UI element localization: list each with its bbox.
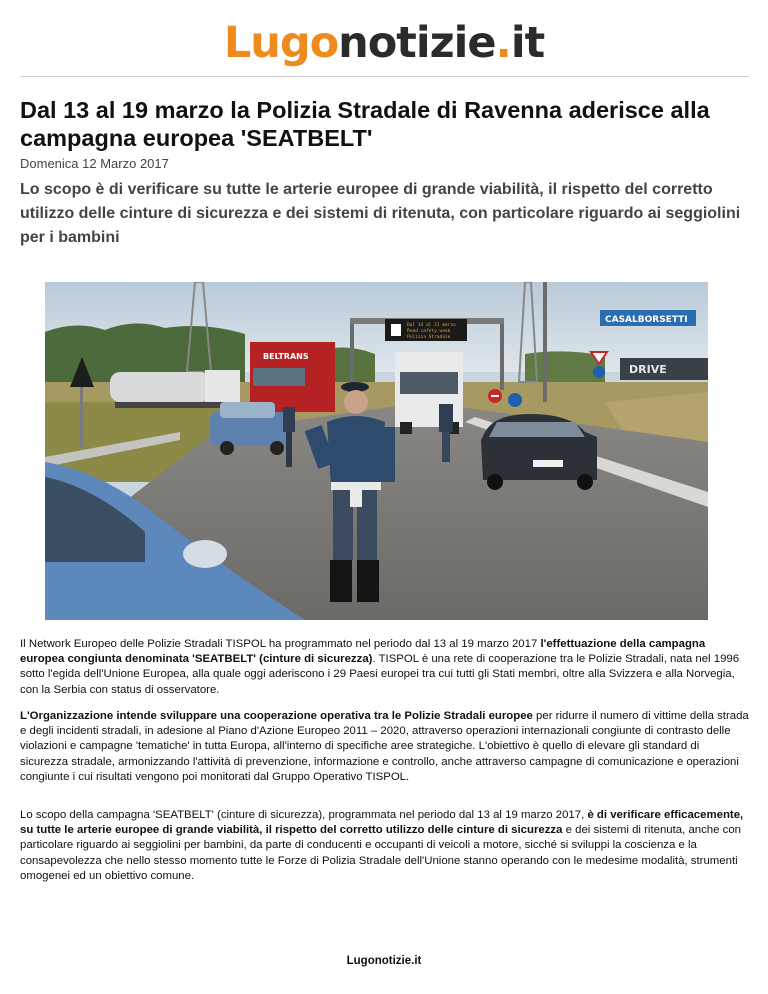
article-photo [45,282,708,620]
paragraph-2 [20,709,750,785]
p3-text-a: Lo scopo della campagna 'SEATBELT' (cinture di sicurezza), programmata nel periodo dal 13 al 19 marzo 2017, [20,809,588,821]
paragraph-1 [20,637,750,698]
p1-text-a: Il Network Europeo delle Polizie Stradali TISPOL ha programmato nel periodo dal 13 al 19 marzo 2017 [20,638,541,650]
article-subtitle: Lo scopo è di verificare su tutte le arterie europee di grande viabilità, il rispetto del corretto utilizzo delle cinture di sicurezza e dei sistemi di ritenuta, con particolare riguardo ai seggiolini per i bambini [20,181,741,246]
vms-line2: Road safety week [407,329,451,334]
truck-text: BELTRANS [263,352,309,361]
shop-sign-text: DRIVE [629,363,667,376]
article-title: Dal 13 al 19 marzo la Polizia Stradale di Ravenna aderisce alla campagna europea 'SEATBELT' [20,97,710,151]
p1-text-c: . TISPOL è una rete di cooperazione tra le Polizie Stradali, nata nel 1996 sotto l'egida dell'Unione Europea, alla quale oggi aderiscono i 29 Paesi europei tra cui tutti gli Stati membri, oltre alla Svizzera e alla Norvegia, con la Serbia con status di osservatore. [20,653,740,696]
logo-dot: . [495,18,511,68]
direction-sign-text: CASALBORSETTI [605,315,688,325]
p3-bold: è di verificare efficacemente, su tutte le arterie europee di grande viabilità, il rispetto del corretto utilizzo delle cinture di sicurezza [20,809,744,837]
vms-line3: Polizia Stradale [407,335,451,340]
p2-text-b: per ridurre il numero di vittime della strada e degli incidenti stradali, in adesione al Piano d'Azione Europeo 2011 – 2020, attraverso operazioni internazionali congiunte di contrasto delle violazioni e campagne 'tematiche' in tutta Europa, all'interno di specifiche aree strategiche. L'obiettivo è quello di elevare gli standard di sicurezza stradale, armonizzando l'attività di prevenzione, informazione e controllo, anche attraverso campagne di comunicazione e operazioni congiunte i cui risultati vengono poi monitorati dal Gruppo Operativo TISPOL. [20,710,749,783]
p3-text-c: e dei sistemi di ritenuta, anche con particolare riguardo ai seggiolini per bambini, da parte di conducenti e occupanti di veicoli a motore, sicché si sviluppi la coscienza e la consapevolezza che nello stesso momento tutte le Forze di Polizia Stradale dell'Unione stanno operando con le medesime modalità, strumenti omogenei ed un obiettivo comune. [20,824,742,882]
logo-it: it [510,18,545,68]
header-divider [20,76,749,77]
logo-notizie: notizie [338,18,496,68]
footer-site[interactable]: Lugonotizie.it [346,955,422,967]
vms-line1: Dal 14 al 21 marzo [407,323,456,328]
paragraph-3 [20,808,750,884]
p2-bold: L'Organizzazione intende sviluppare una cooperazione operativa tra le Polizie Stradali europee [20,710,533,722]
site-logo[interactable] [0,14,768,72]
police-checkpoint-photo [45,282,708,620]
article-date: Domenica 12 Marzo 2017 [20,156,169,171]
logo-lugo: Lugo [223,18,339,68]
p1-bold: l'effettuazione della campagna europea congiunta denominata 'SEATBELT' (cinture di sicurezza) [20,638,706,666]
